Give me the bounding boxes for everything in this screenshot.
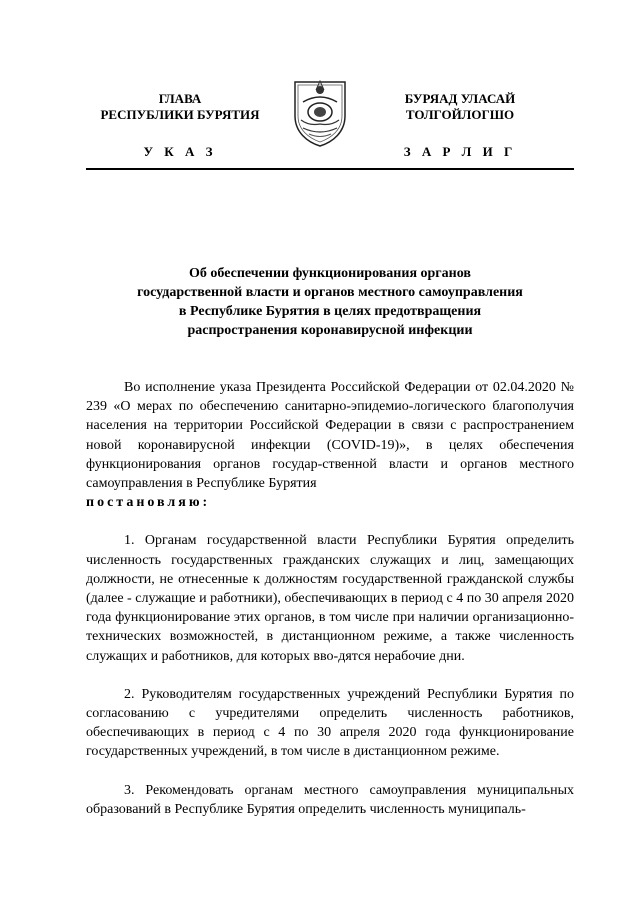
issuer-title-russian xyxy=(86,91,274,123)
issuer-title-buryat xyxy=(380,91,540,123)
decree-body xyxy=(86,378,574,819)
preamble-paragraph: Во исполнение указа Президента Российской Федерации от 02.04.2020 № 239 «О мерах по обеспечению санитарно-эпидемио-логического благополучия населения на территории Российской Федерации в связи с распространением новой коронавирусной инфекции (COVID-19)», в целях обеспечения функционирования органов государ-ственной власти и органов местного самоуправления в Республике Бурятия xyxy=(86,380,574,492)
issuer-buryat-line-2: ТОЛГОЙЛОГШО xyxy=(405,107,515,122)
issuer-buryat-line-1: БУРЯАД УЛАСАЙ xyxy=(404,91,516,106)
title-line-4: распространения коронавирусной инфекции xyxy=(187,323,473,338)
document-type-russian: У К А З xyxy=(143,144,217,159)
coat-of-arms-icon xyxy=(289,76,351,148)
decree-title xyxy=(86,264,574,340)
document-type-buryat: З А Р Л И Г xyxy=(403,144,517,159)
clause-3: 3. Рекомендовать органам местного самоуправления муниципальных образований в Республике Бурятия определить численность муниципаль- xyxy=(86,782,574,817)
resolution-word: постановляю: xyxy=(86,495,211,511)
header-divider xyxy=(86,168,574,170)
issuer-line-1: ГЛАВА xyxy=(158,91,202,106)
title-line-1: Об обеспечении функционирования органов xyxy=(189,266,471,281)
issuer-line-2: РЕСПУБЛИКИ БУРЯТИЯ xyxy=(100,107,260,122)
title-line-2: государственной власти и органов местного самоуправления xyxy=(137,285,523,300)
title-line-3: в Республике Бурятия в целях предотвращения xyxy=(178,304,482,319)
clause-1: 1. Органам государственной власти Республики Бурятия определить численность государственных гражданских служащих и лиц, замещающих должности, не отнесенные к должностям государственной гражданской службы (далее - служащие и работники), обеспечивающих в период с 4 по 30 апреля 2020 года функционирование этих органов, в том числе при наличии организационно-технических возможностей, в дистанционном режиме, а также численность служащих и работников, для которых вво-дятся нерабочие дни. xyxy=(86,533,574,664)
clause-2: 2. Руководителям государственных учреждений Республики Бурятия по согласованию с учредителями определить численность работников, обеспечивающих в период с 4 по 30 апреля 2020 года функционирование государственных учреждений, в том числе в дистанционном режиме. xyxy=(86,686,574,760)
